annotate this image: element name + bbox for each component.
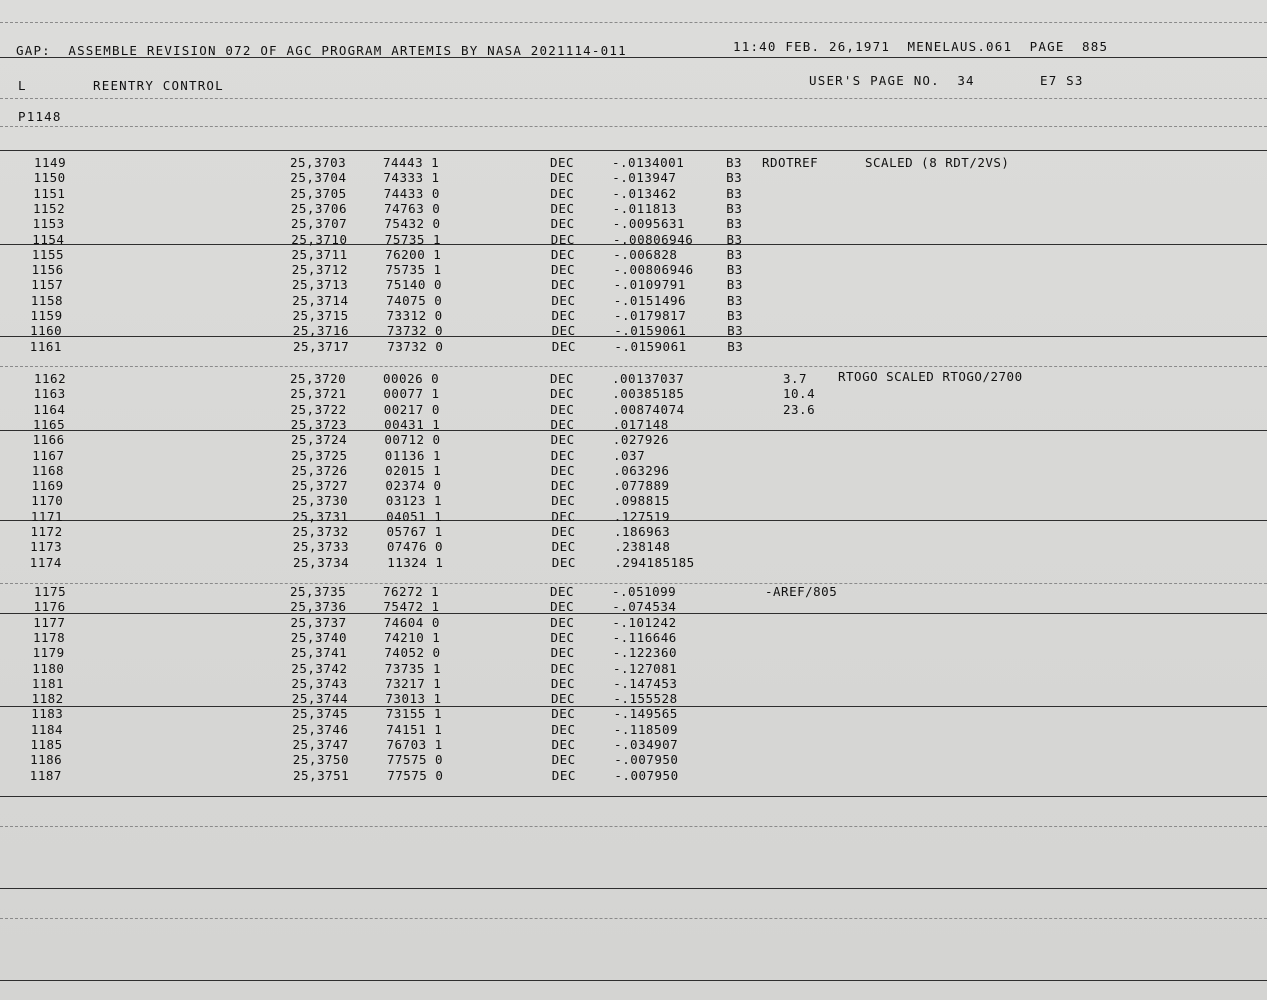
page-label: P1148 (18, 109, 62, 124)
row-val: .294185185 (614, 554, 695, 570)
row-val: -.101242 (612, 614, 677, 630)
row-scale: B3 (726, 170, 743, 186)
row-addr: 25,3731 (292, 508, 349, 524)
row-op: DEC (551, 338, 576, 354)
row-val: .00385185 (612, 386, 685, 402)
row-word: 73312 0 (386, 308, 443, 323)
row-op: DEC (551, 478, 576, 494)
row-addr: 25,3747 (292, 737, 349, 752)
row-op: DEC (551, 767, 576, 783)
row-val: .037 (613, 447, 646, 463)
row-op: DEC (551, 737, 576, 752)
row-line: 1162 (34, 371, 67, 386)
row-val: .098815 (613, 493, 670, 509)
row-word: 73735 1 (384, 660, 441, 676)
paper-rule (0, 98, 1267, 99)
row-val: -.122360 (612, 645, 678, 661)
row-val: .027926 (612, 432, 669, 448)
row-line: 1172 (30, 524, 63, 539)
log-letter: L (18, 78, 27, 93)
row-addr: 25,3725 (291, 447, 348, 463)
row-val: -.0151496 (613, 292, 687, 308)
row-op: DEC (550, 200, 575, 216)
row-addr: 25,3746 (292, 721, 349, 737)
row-addr: 25,3722 (290, 401, 347, 417)
row-addr: 25,3730 (292, 493, 349, 509)
row-addr: 25,3732 (292, 524, 349, 539)
row-word: 74151 1 (386, 721, 443, 737)
row-op: DEC (551, 554, 576, 570)
row-tag: -AREF/805 (765, 584, 838, 599)
row-val: -.0159061 (614, 323, 687, 339)
row-addr: 25,3710 (291, 231, 348, 247)
row-word: 74333 1 (383, 170, 440, 186)
row-op: DEC (550, 416, 575, 432)
row-word: 01136 1 (384, 447, 441, 463)
row-line: 1167 (32, 447, 65, 463)
row-addr: 25,3751 (293, 767, 350, 783)
paper-rule (0, 126, 1267, 127)
row-scale: B3 (726, 185, 743, 201)
row-op: DEC (550, 447, 575, 463)
row-op: DEC (550, 231, 575, 247)
row-line: 1155 (31, 246, 64, 262)
row-val: -.006828 (613, 246, 678, 262)
row-word: 11324 1 (387, 554, 444, 570)
row-scale: B3 (727, 323, 744, 339)
row-val: -.127081 (613, 660, 678, 676)
row-addr: 25,3721 (290, 386, 347, 402)
row-word: 74604 0 (383, 614, 440, 630)
row-word: 74443 1 (383, 155, 440, 170)
row-line: 1171 (30, 508, 63, 524)
row-val: -.013947 (612, 170, 677, 186)
row-scale: B3 (726, 292, 743, 308)
row-addr: 25,3743 (291, 675, 348, 691)
row-word: 75735 1 (384, 231, 441, 247)
row-line: 1169 (31, 478, 64, 494)
row-line: 1166 (32, 432, 65, 448)
row-line: 1159 (30, 308, 63, 323)
row-line: 1160 (30, 323, 63, 339)
row-op: DEC (551, 539, 576, 555)
row-line: 1163 (33, 386, 66, 402)
row-scale: B3 (726, 200, 743, 216)
row-word: 74075 0 (386, 292, 443, 308)
row-val: -.00806946 (613, 262, 694, 278)
row-op: DEC (550, 371, 575, 386)
row-word: 00712 0 (384, 432, 441, 448)
row-val: -.034907 (614, 737, 679, 752)
row-val: -.051099 (612, 584, 677, 599)
row-line: 1157 (31, 277, 64, 293)
row-line: 1168 (31, 462, 64, 478)
row-op: DEC (550, 155, 575, 170)
row-word: 76703 1 (386, 737, 443, 752)
paper-rule (0, 150, 1267, 151)
row-op: DEC (550, 462, 575, 478)
row-word: 02374 0 (385, 478, 442, 494)
paper-rule (0, 796, 1267, 797)
paper-rule (0, 918, 1267, 919)
row-scale: B3 (727, 338, 744, 354)
row-line: 1184 (30, 721, 63, 737)
row-line: 1164 (33, 401, 66, 417)
row-op: DEC (551, 262, 576, 278)
row-addr: 25,3703 (290, 155, 347, 170)
row-val: .238148 (614, 539, 671, 555)
row-word: 75735 1 (385, 262, 442, 278)
row-op: DEC (550, 170, 575, 186)
row-val: -.0109791 (613, 277, 686, 293)
row-word: 73217 1 (385, 675, 442, 691)
row-scale: B3 (726, 277, 743, 293)
row-addr: 25,3745 (292, 706, 349, 722)
row-line: 1175 (34, 584, 67, 599)
row-addr: 25,3735 (290, 584, 347, 599)
row-val: .186963 (614, 524, 671, 539)
row-addr: 25,3726 (291, 462, 348, 478)
paper-rule (0, 22, 1267, 23)
paper-rule (0, 826, 1267, 827)
row-word: 77575 0 (387, 767, 444, 783)
row-scale: B3 (727, 308, 744, 323)
row-scale: B3 (726, 262, 743, 278)
row-line: 1149 (34, 155, 67, 170)
row-val: -.007950 (614, 752, 679, 768)
row-word: 07476 0 (386, 539, 444, 555)
row-line: 1153 (32, 216, 65, 232)
row-word: 73013 1 (385, 691, 442, 707)
row-addr: 25,3737 (290, 614, 347, 630)
row-val: .077889 (613, 478, 670, 494)
row-word: 74433 0 (383, 185, 440, 201)
row-addr: 25,3740 (290, 629, 347, 645)
row-val: -.0095631 (612, 216, 686, 232)
row-val: -.007950 (614, 767, 679, 783)
section-title: REENTRY CONTROL (93, 78, 224, 93)
row-op: DEC (551, 323, 576, 339)
row-line: 1165 (33, 416, 66, 432)
row-op: DEC (550, 645, 575, 661)
row-addr: 25,3750 (292, 752, 349, 768)
row-line: 1186 (30, 752, 63, 768)
row-val: -.116646 (612, 629, 677, 645)
row-word: 00026 0 (383, 371, 440, 386)
row-line: 1173 (30, 539, 63, 555)
row-addr: 25,3712 (291, 262, 348, 278)
row-word: 75472 1 (383, 599, 440, 615)
row-scale: B3 (726, 231, 743, 247)
row-op: DEC (550, 401, 575, 417)
row-word: 74052 0 (384, 645, 441, 661)
row-line: 1177 (33, 614, 66, 630)
row-addr: 25,3706 (290, 200, 347, 216)
row-tag: 23.6 (783, 401, 816, 417)
row-addr: 25,3717 (293, 338, 350, 354)
row-addr: 25,3716 (292, 323, 349, 339)
row-val: .00137037 (612, 371, 685, 386)
row-word: 74763 0 (384, 200, 441, 216)
row-addr: 25,3715 (292, 308, 349, 323)
row-val: -.149565 (613, 706, 678, 722)
row-line: 1170 (31, 493, 64, 509)
row-op: DEC (550, 185, 575, 201)
users-page-number: USER'S PAGE NO. 34 (809, 73, 975, 88)
paper-rule (0, 888, 1267, 889)
row-comment: SCALED (8 RDT/2VS) (865, 155, 1010, 170)
row-addr: 25,3720 (290, 371, 347, 386)
row-addr: 25,3707 (291, 216, 348, 232)
row-comment: RTOGO SCALED RTOGO/2700 (838, 369, 1023, 384)
row-word: 02015 1 (385, 462, 442, 478)
row-tag: 3.7 (783, 371, 808, 386)
row-addr: 25,3742 (291, 660, 348, 676)
row-word: 76272 1 (383, 584, 440, 599)
row-val: -.013462 (612, 185, 677, 201)
row-val: -.155528 (613, 691, 678, 707)
row-op: DEC (551, 706, 576, 722)
print-timestamp: 11:40 FEB. 26,1971 MENELAUS.061 PAGE 885 (733, 39, 1109, 54)
row-op: DEC (551, 508, 576, 524)
row-tag: RDOTREF (762, 155, 819, 170)
row-addr: 25,3704 (290, 170, 347, 186)
row-op: DEC (550, 660, 575, 676)
row-word: 04051 1 (386, 508, 443, 524)
row-val: .063296 (613, 462, 670, 478)
row-val: .00874074 (612, 401, 685, 417)
row-val: -.118509 (613, 721, 679, 737)
paper-rule (0, 980, 1267, 981)
row-op: DEC (550, 584, 575, 599)
row-word: 77575 0 (386, 752, 444, 768)
paper-rule (0, 366, 1267, 367)
row-op: DEC (550, 216, 575, 232)
e7s3-label: E7 S3 (1040, 73, 1084, 88)
row-line: 1152 (33, 200, 66, 216)
row-line: 1156 (31, 262, 64, 278)
row-val: .017148 (612, 416, 669, 432)
row-addr: 25,3734 (293, 554, 350, 570)
row-line: 1187 (29, 767, 62, 783)
row-line: 1174 (29, 554, 62, 570)
row-line: 1158 (30, 292, 63, 308)
row-line: 1180 (32, 660, 65, 676)
row-addr: 25,3727 (291, 478, 348, 494)
row-addr: 25,3723 (290, 416, 347, 432)
row-word: 03123 1 (385, 493, 442, 509)
row-word: 00217 0 (383, 401, 440, 417)
row-word: 75432 0 (384, 216, 441, 232)
row-op: DEC (551, 691, 576, 707)
row-line: 1176 (33, 599, 66, 615)
row-addr: 25,3711 (291, 246, 348, 262)
row-val: -.0134001 (612, 155, 685, 170)
row-op: DEC (550, 629, 575, 645)
row-op: DEC (551, 493, 576, 509)
row-word: 74210 1 (384, 629, 441, 645)
row-val: -.147453 (613, 675, 678, 691)
row-line: 1179 (32, 645, 65, 661)
row-val: -.074534 (612, 599, 677, 615)
row-line: 1178 (33, 629, 66, 645)
row-word: 73155 1 (385, 706, 442, 722)
program-title: GAP: ASSEMBLE REVISION 072 OF AGC PROGRAM ARTEMIS BY NASA 2021114-011 (16, 43, 627, 58)
row-line: 1185 (30, 737, 63, 752)
row-addr: 25,3744 (291, 691, 348, 707)
row-op: DEC (551, 292, 576, 308)
row-val: -.0159061 (614, 338, 687, 354)
row-val: -.00806946 (613, 231, 694, 247)
row-val: -.0179817 (614, 308, 687, 323)
row-op: DEC (551, 752, 576, 768)
row-tag: 10.4 (783, 386, 816, 402)
row-scale: B3 (726, 155, 743, 170)
row-addr: 25,3705 (290, 185, 347, 201)
row-word: 73732 0 (386, 323, 444, 339)
row-op: DEC (550, 386, 575, 402)
row-line: 1183 (31, 706, 64, 722)
row-word: 05767 1 (386, 524, 443, 539)
row-op: DEC (551, 524, 576, 539)
row-word: 73732 0 (387, 338, 444, 354)
row-line: 1182 (31, 691, 64, 707)
row-addr: 25,3713 (292, 277, 349, 293)
row-addr: 25,3714 (292, 292, 349, 308)
row-scale: B3 (726, 216, 743, 232)
row-line: 1150 (33, 170, 66, 186)
row-word: 00077 1 (383, 386, 440, 402)
row-op: DEC (551, 277, 576, 293)
row-line: 1161 (29, 338, 62, 354)
row-word: 75140 0 (385, 277, 442, 293)
row-op: DEC (550, 614, 575, 630)
row-addr: 25,3741 (291, 645, 348, 661)
row-op: DEC (551, 721, 576, 737)
row-addr: 25,3724 (291, 432, 348, 448)
row-op: DEC (550, 246, 575, 262)
row-val: .127519 (613, 508, 670, 524)
row-op: DEC (550, 675, 575, 691)
row-val: -.011813 (612, 200, 677, 216)
row-word: 76200 1 (385, 246, 442, 262)
row-op: DEC (550, 432, 575, 448)
row-scale: B3 (726, 246, 743, 262)
row-line: 1151 (33, 185, 66, 201)
row-word: 00431 1 (384, 416, 441, 432)
row-addr: 25,3736 (290, 599, 347, 615)
row-op: DEC (550, 599, 575, 615)
row-addr: 25,3733 (292, 539, 349, 555)
row-op: DEC (551, 308, 576, 323)
row-line: 1181 (31, 675, 64, 691)
row-line: 1154 (32, 231, 65, 247)
